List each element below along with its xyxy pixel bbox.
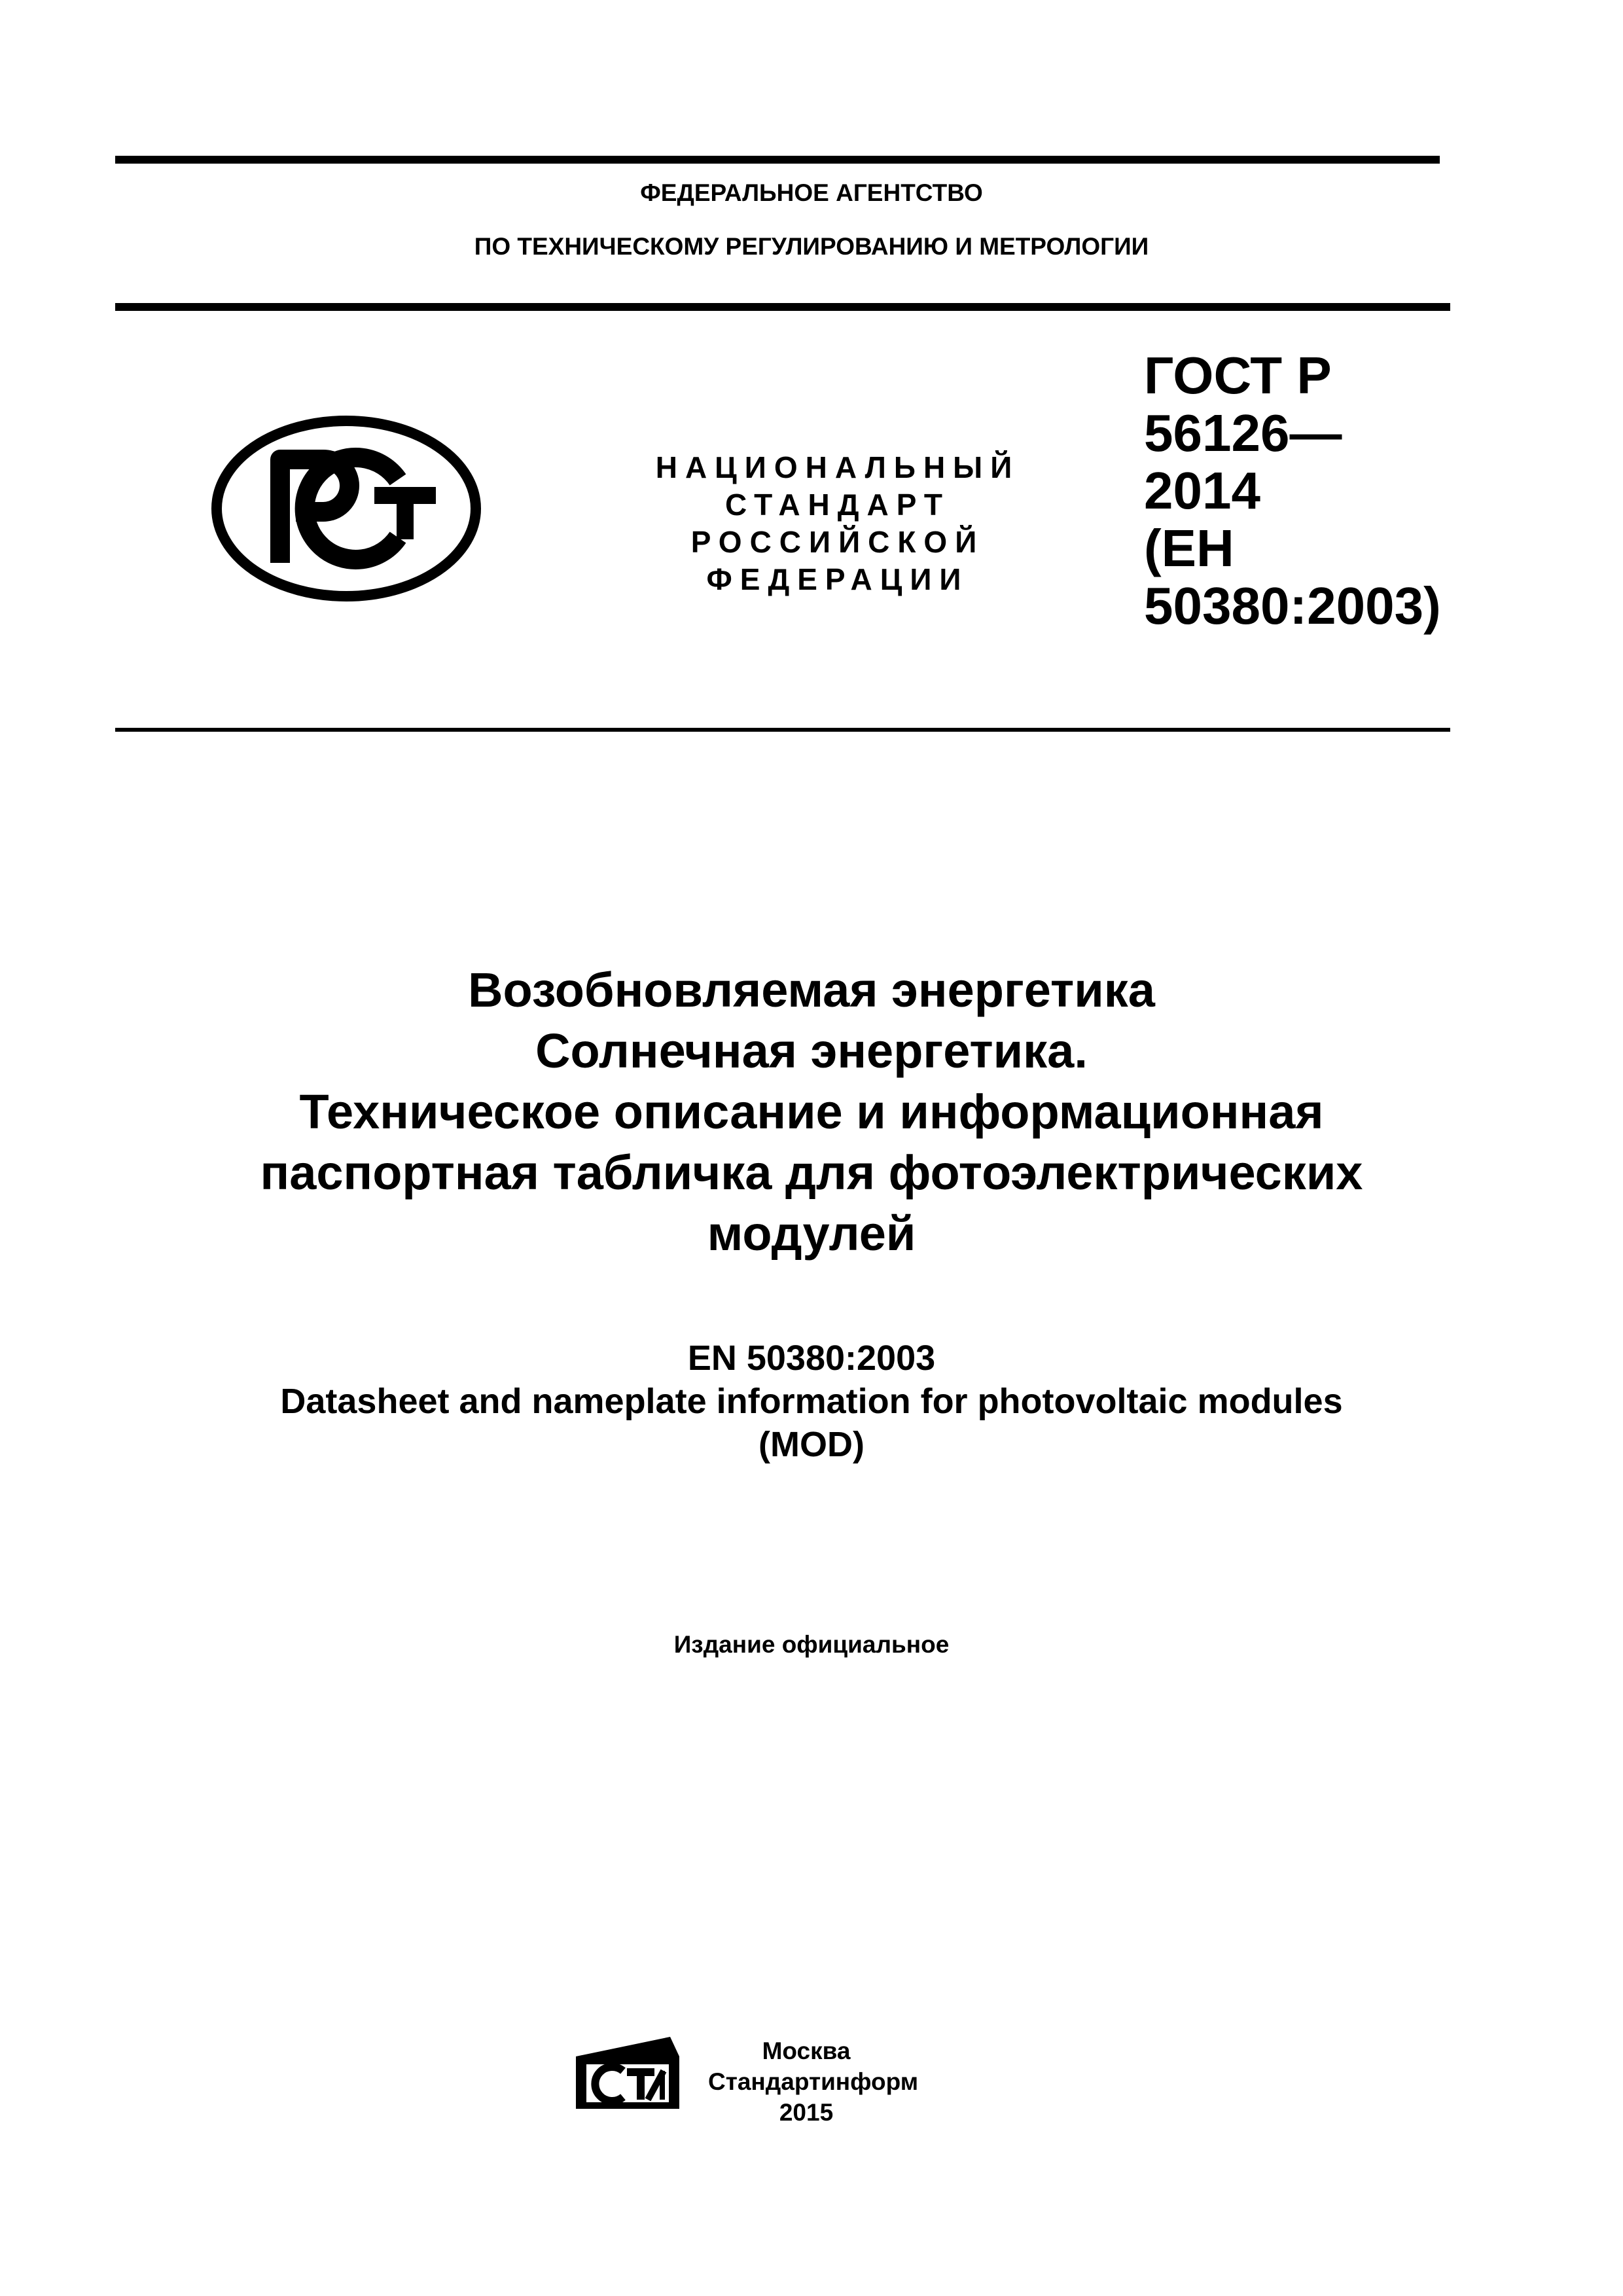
title-line: Возобновляемая энергетика — [468, 963, 1155, 1017]
top-rule — [115, 156, 1440, 164]
rst-logo — [207, 411, 486, 606]
agency-line-1: ФЕДЕРАЛЬНОЕ АГЕНТСТВО — [640, 179, 983, 206]
national-standard-line: СТАНДАРТ — [725, 488, 950, 522]
designation-line: 56126— — [1144, 404, 1342, 462]
publisher-city: Москва — [762, 2037, 851, 2064]
document-title-en — [0, 1336, 1623, 1466]
title-line: Солнечная энергетика. — [535, 1024, 1088, 1078]
document-title-ru — [0, 960, 1623, 1264]
designation-line: (ЕН — [1144, 519, 1234, 577]
header-bottom-rule — [115, 303, 1450, 311]
title-en-line: Datasheet and nameplate information for photovoltaic modules — [280, 1382, 1343, 1421]
national-standard-caption — [609, 449, 1067, 598]
designation-line: 50380:2003) — [1144, 577, 1441, 635]
agency-line-2: ПО ТЕХНИЧЕСКОМУ РЕГУЛИРОВАНИЮ И МЕТРОЛОГИИ — [474, 233, 1149, 260]
publisher-block — [708, 2036, 919, 2128]
title-en-line: (MOD) — [758, 1425, 865, 1464]
publisher-name: Стандартинформ — [708, 2068, 919, 2095]
standartinform-logo-icon — [572, 2034, 683, 2111]
designation-line: 2014 — [1144, 461, 1260, 520]
title-en-line: EN 50380:2003 — [687, 1338, 936, 1378]
national-standard-line: НАЦИОНАЛЬНЫЙ — [655, 450, 1020, 484]
publisher-year: 2015 — [779, 2099, 834, 2126]
designation-bottom-rule — [115, 728, 1450, 732]
publisher-logo — [572, 2034, 683, 2111]
national-standard-line: ФЕДЕРАЦИИ — [706, 562, 969, 596]
edition-note: Издание официальное — [673, 1631, 950, 1658]
title-line: модулей — [707, 1206, 916, 1261]
rst-conformity-mark-icon — [207, 411, 486, 606]
title-line: Техническое описание и информационная — [299, 1085, 1324, 1139]
national-standard-line: РОССИЙСКОЙ — [690, 525, 985, 559]
designation-line: ГОСТ Р — [1144, 346, 1332, 404]
standard-designation — [1144, 347, 1441, 635]
title-line: паспортная табличка для фотоэлектрических — [260, 1145, 1363, 1200]
